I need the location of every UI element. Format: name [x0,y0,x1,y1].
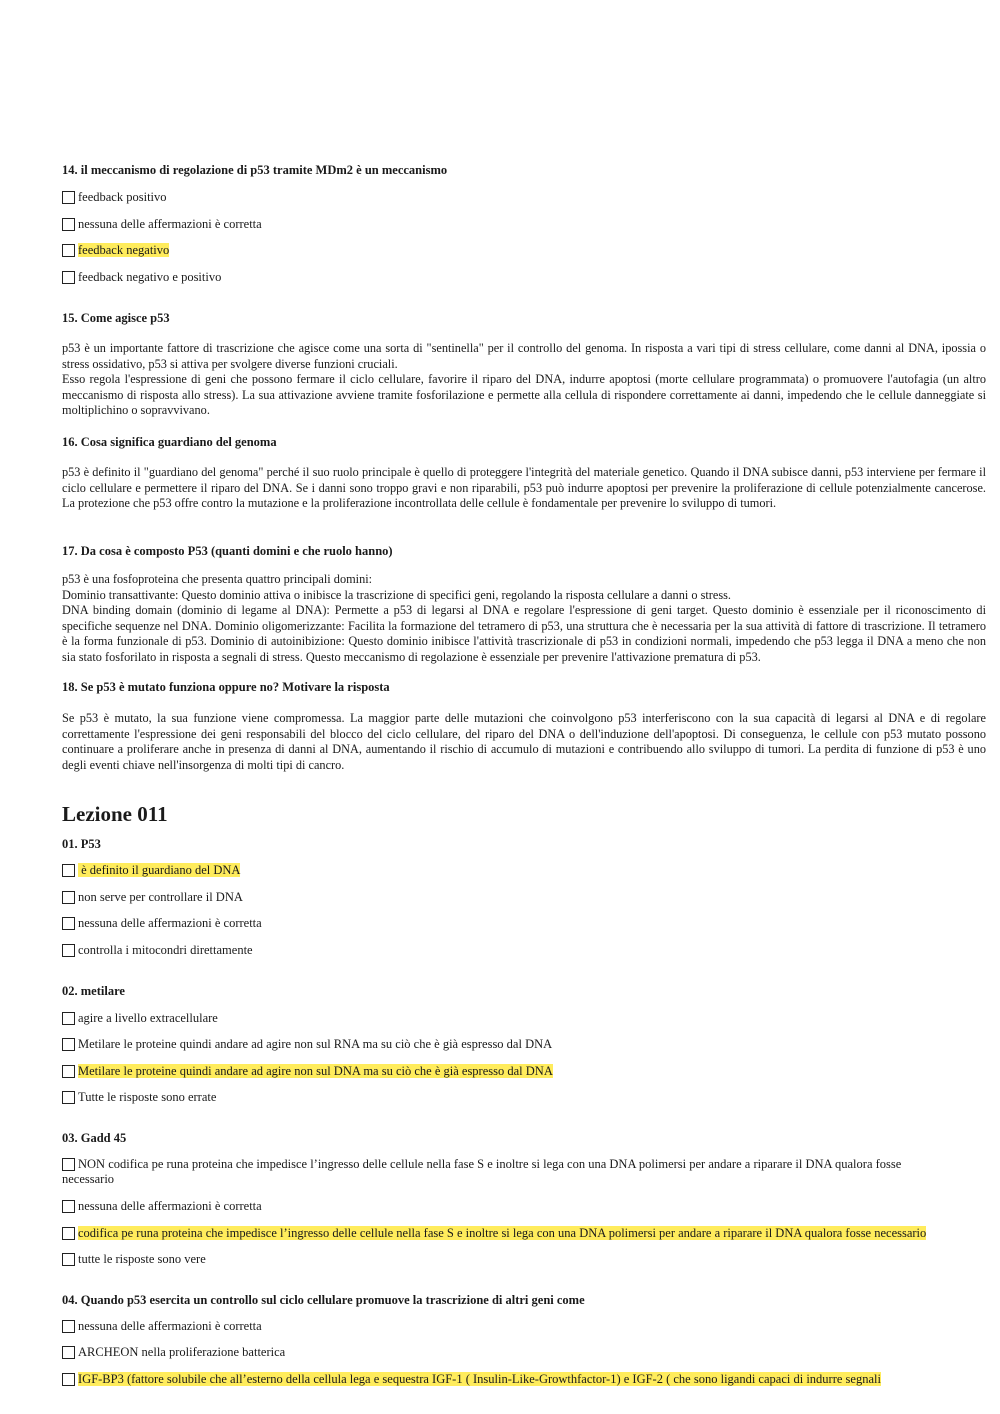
answer-option[interactable] [62,1344,285,1360]
checkbox[interactable] [62,271,75,284]
question-title: 03. Gadd 45 [62,1131,127,1145]
option-text: non serve per controllare il DNA [78,890,243,904]
checkbox[interactable] [62,218,75,231]
option-text: controlla i mitocondri direttamente [78,943,253,957]
section-heading: Lezione 011 [62,802,168,826]
option-text-highlighted: Metilare le proteine quindi andare ad agire non sul DNA ma su ciò che è già espresso dal DNA [78,1064,553,1078]
checkbox[interactable] [62,1012,75,1025]
question-title: 15. Come agisce p53 [62,311,170,325]
option-text: ARCHEON nella proliferazione batterica [78,1345,286,1359]
answer-option[interactable] [62,242,169,258]
checkbox[interactable] [62,1158,75,1171]
paragraph-text: Dominio transattivante: Questo dominio attiva o inibisce la trascrizione di specifici geni, regolando la risposta cellulare a danni o stress. [62,587,731,602]
checkbox[interactable] [62,191,75,204]
checkbox[interactable] [62,1373,75,1386]
answer-option[interactable] [62,915,262,931]
checkbox[interactable] [62,1038,75,1051]
option-text: nessuna delle affermazioni è corretta [78,1319,262,1333]
checkbox[interactable] [62,917,75,930]
answer-option[interactable] [62,1063,553,1079]
question-title: 04. Quando p53 esercita un controllo sul ciclo cellulare promuove la trascrizione di altri geni come [62,1293,585,1307]
checkbox[interactable] [62,244,75,257]
option-text: nessuna delle affermazioni è corretta [78,916,262,930]
option-text: feedback positivo [78,190,167,204]
checkbox[interactable] [62,1253,75,1266]
option-text: NON codifica pe runa proteina che impedisce l’ingresso delle cellule nella fase S e inoltre si lega con una DNA polimersi per andare a riparare il DNA qualora fosse necessario [62,1157,902,1186]
answer-option[interactable] [62,1251,206,1267]
answer-paragraph [62,465,986,512]
answer-option[interactable] [62,216,262,232]
answer-option[interactable] [62,1318,262,1334]
answer-paragraph [62,711,986,773]
checkbox[interactable] [62,891,75,904]
question-title: 01. P53 [62,837,101,851]
paragraph-text: p53 è definito il "guardiano del genoma" perché il suo ruolo principale è quello di proteggere l'integrità del materiale genetico. Quando il DNA subisce danni, p53 interviene per fermare il ciclo cellulare e permettere il riparo del DNA. Se i danni sono troppo gravi e non riparabili, p53 può indurre apoptosi per prevenire la proliferazione di cellule potenzialmente cancerose. La protezione che p53 offre contro la mutazione e la proliferazione incontrollata delle cellule è fondamentale per prevenire lo sviluppo di tumori. [62,465,986,511]
question-title: 18. Se p53 è mutato funziona oppure no? Motivare la risposta [62,680,390,694]
checkbox[interactable] [62,1200,75,1213]
option-text: Tutte le risposte sono errate [78,1090,217,1104]
answer-option[interactable] [62,1010,218,1026]
option-text-highlighted: feedback negativo [78,243,170,257]
checkbox[interactable] [62,1227,75,1240]
checkbox[interactable] [62,944,75,957]
answer-option[interactable] [62,1157,922,1187]
answer-option[interactable] [62,189,167,205]
option-text-highlighted: codifica pe runa proteina che impedisce l’ingresso delle cellule nella fase S e inoltre si lega con una DNA polimersi per andare a riparare il DNA qualora fosse necessario [78,1226,927,1240]
option-text: tutte le risposte sono vere [78,1252,206,1266]
paragraph-text: Esso regola l'espressione di geni che possono fermare il ciclo cellulare, favorire il riparo del DNA, indurre apoptosi (morte cellulare programmata) o promuovere l'autofagia (un altro meccanismo di risposta allo stress). La sua attivazione avviene tramite fosforilazione e permette alla cellula di rispondere correttamente ai danni, impedendo che le cellule danneggiate si moltiplichino o sopravvivano. [62,372,986,418]
question-title: 02. metilare [62,984,125,998]
answer-option[interactable] [62,1225,926,1241]
checkbox[interactable] [62,1346,75,1359]
answer-option[interactable] [62,1371,881,1387]
paragraph-text: p53 è un importante fattore di trascrizione che agisce come una sorta di "sentinella" per il controllo del genoma. In risposta a vari tipi di stress cellulare, come danni al DNA, ipossia o stress ossidativo, p53 si attiva per svolgere diverse funzioni cruciali. [62,341,986,371]
question-title: 16. Cosa significa guardiano del genoma [62,435,277,449]
question-title: 14. il meccanismo di regolazione di p53 tramite MDm2 è un meccanismo [62,163,448,177]
option-text: Metilare le proteine quindi andare ad agire non sul RNA ma su ciò che è già espresso dal DNA [78,1037,553,1051]
answer-option[interactable] [62,1036,552,1052]
option-text-highlighted: IGF-BP3 (fattore solubile che all’esterno della cellula lega e sequestra IGF-1 ( Insulin-Like-Growthfactor-1) e IGF-2 ( che sono ligandi capaci di indurre segnali [78,1372,881,1386]
answer-paragraph [62,341,986,419]
answer-paragraph [62,572,986,666]
paragraph-text: p53 è una fosfoproteina che presenta quattro principali domini: [62,572,373,586]
option-text-highlighted: è definito il guardiano del DNA [78,863,241,877]
answer-option[interactable] [62,942,253,958]
option-text: agire a livello extracellulare [78,1011,218,1025]
option-text: nessuna delle affermazioni è corretta [78,1199,262,1213]
checkbox[interactable] [62,864,75,877]
paragraph-text: DNA binding domain (dominio di legame al DNA): Permette a p53 di legarsi al DNA e regolare l'espressione di geni target. Questo dominio è essenziale per il riconoscimento di specifiche sequenze nel DNA. Dominio oligomerizzante: Facilita la formazione del tetramero di p53, una struttura che è necessaria per la sua attività di fattore di trascrizione. Il tetramero è la forma funzionale di p53. Dominio di autoinibizione: Questo dominio inibisce l'attività trascrizionale di p53 in condizioni normali, impedendo che p53 legga il DNA a meno che non sia stato fosforilato in risposta a segnali di stress. Questo meccanismo di regolazione è essenziale per prevenire l'attivazione prematura di p53. [62,603,986,664]
question-title: 17. Da cosa è composto P53 (quanti domini e che ruolo hanno) [62,544,393,558]
option-text: nessuna delle affermazioni è corretta [78,217,262,231]
answer-option[interactable] [62,269,221,285]
answer-option[interactable] [62,862,240,878]
paragraph-text: Se p53 è mutato, la sua funzione viene compromessa. La maggior parte delle mutazioni che coinvolgono p53 interferiscono con la sua capacità di legarsi al DNA e di regolare correttamente l'espressione dei geni responsabili del blocco del ciclo cellulare, del riparo del DNA o dell'induzione dell'apoptosi. Di conseguenza, le cellule con p53 mutato possono continuare a proliferare anche in presenza di danni al DNA, aumentando il rischio di accumulo di mutazioni e contribuendo allo sviluppo di tumori. La perdita di funzione di p53 è uno degli eventi chiave nell'insorgenza di molti tipi di cancro. [62,711,986,772]
checkbox[interactable] [62,1091,75,1104]
answer-option[interactable] [62,1198,262,1214]
option-text: feedback negativo e positivo [78,270,222,284]
checkbox[interactable] [62,1065,75,1078]
answer-option[interactable] [62,889,243,905]
checkbox[interactable] [62,1320,75,1333]
answer-option[interactable] [62,1089,216,1105]
